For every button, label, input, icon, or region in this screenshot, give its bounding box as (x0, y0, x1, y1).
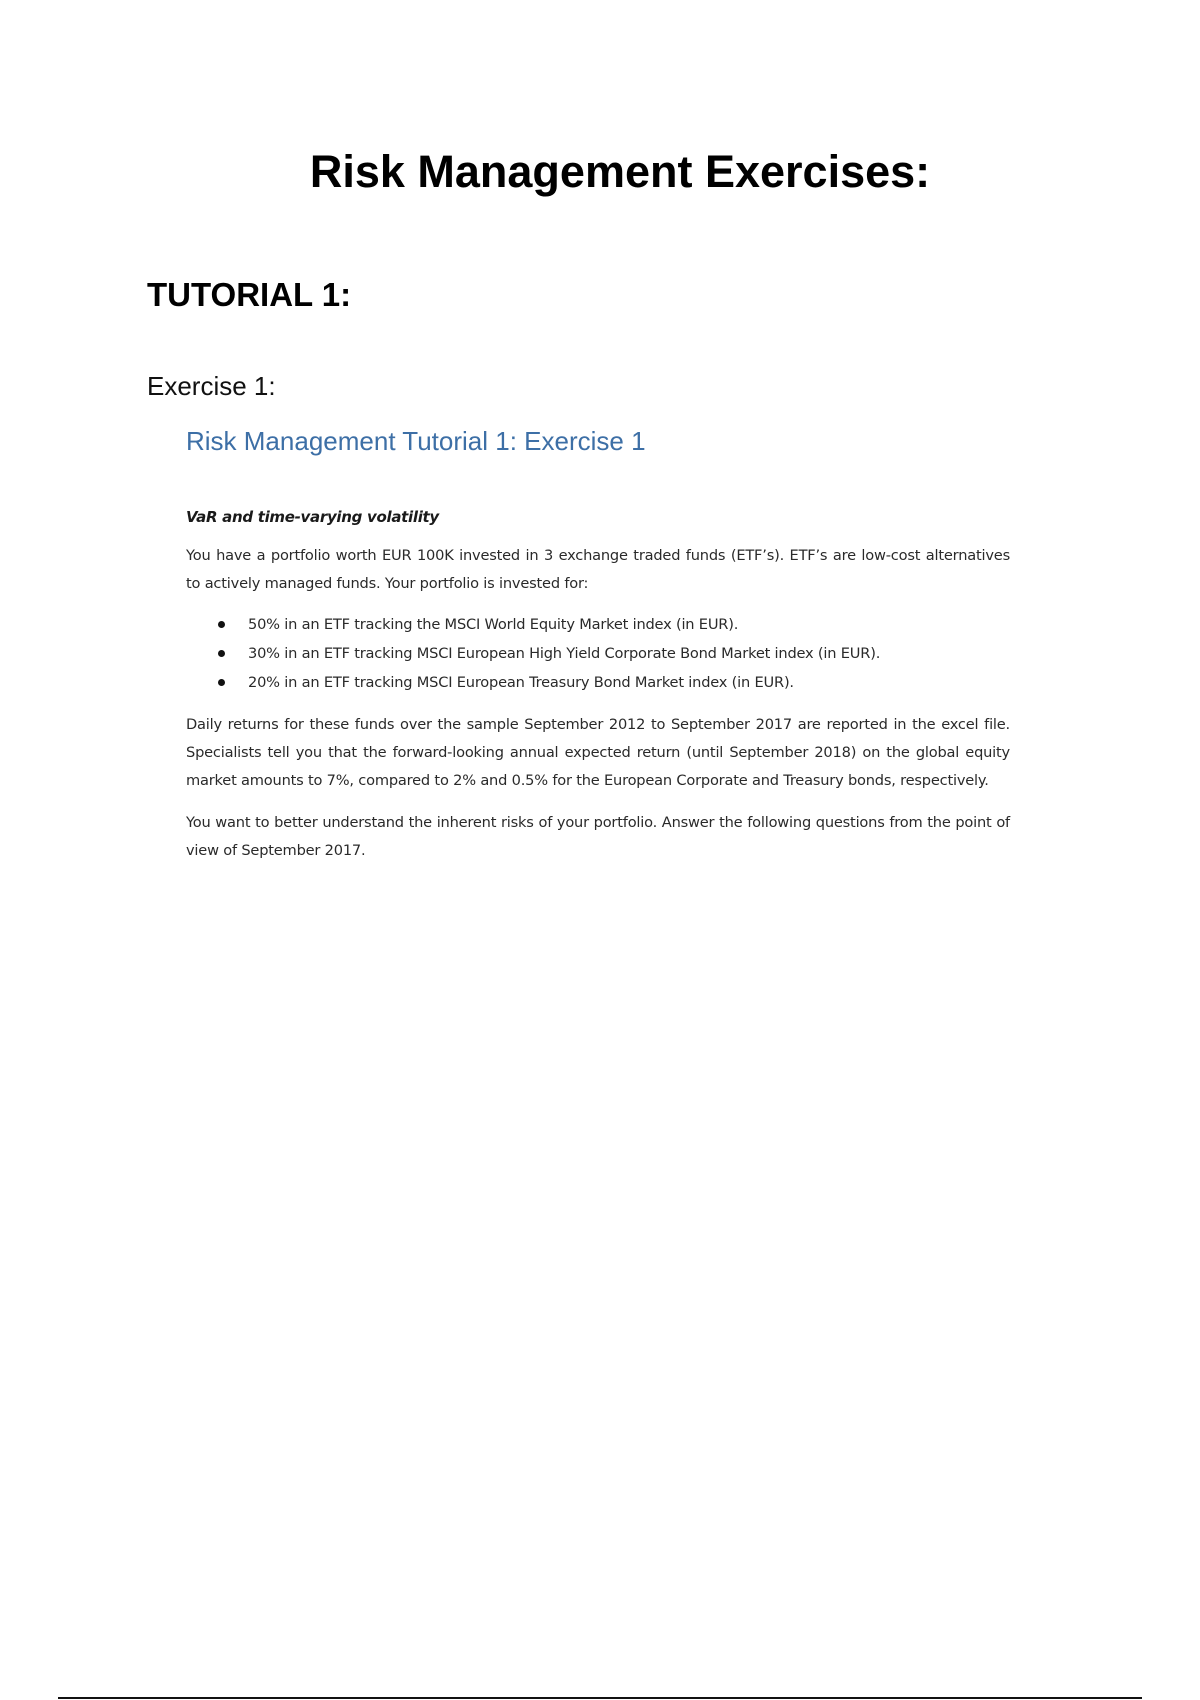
page-title: Risk Management Exercises: (309, 146, 931, 197)
list-item-text: 20% in an ETF tracking MSCI European Treasury Bond Market index (in EUR). (248, 674, 794, 691)
bullet-icon (218, 650, 225, 657)
bullet-icon (218, 679, 225, 686)
tutorial-heading: TUTORIAL 1: (147, 276, 352, 313)
embedded-exercise-document (186, 420, 1010, 865)
exercise-heading: Exercise 1: (147, 371, 276, 401)
allocation-list (186, 610, 1010, 697)
list-item (216, 639, 1010, 668)
list-item (216, 668, 1010, 697)
list-item-text: 50% in an ETF tracking the MSCI World Equity Market index (in EUR). (248, 616, 739, 633)
bullet-icon (218, 621, 225, 628)
list-item-text: 30% in an ETF tracking MSCI European High Yield Corporate Bond Market index (in EUR). (248, 645, 881, 662)
embedded-title: Risk Management Tutorial 1: Exercise 1 (186, 426, 646, 456)
questions-paragraph: You want to better understand the inherent risks of your portfolio. Answer the following questions from the point of view of September 2017. (186, 814, 1010, 859)
intro-paragraph: You have a portfolio worth EUR 100K invested in 3 exchange traded funds (ETF’s). ETF’s are low-cost alternatives to actively managed funds. Your portfolio is invested for: (186, 547, 1010, 592)
footer-divider (58, 1697, 1142, 1699)
embedded-subheading: VaR and time-varying volatility (186, 508, 439, 526)
returns-paragraph: Daily returns for these funds over the sample September 2012 to September 2017 are reported in the excel file. Specialists tell you that the forward-looking annual expected return (until September 2018) on the global equity market amounts to 7%, compared to 2% and 0.5% for the European Corporate and Treasury bonds, respectively. (186, 716, 1010, 789)
list-item (216, 610, 1010, 639)
